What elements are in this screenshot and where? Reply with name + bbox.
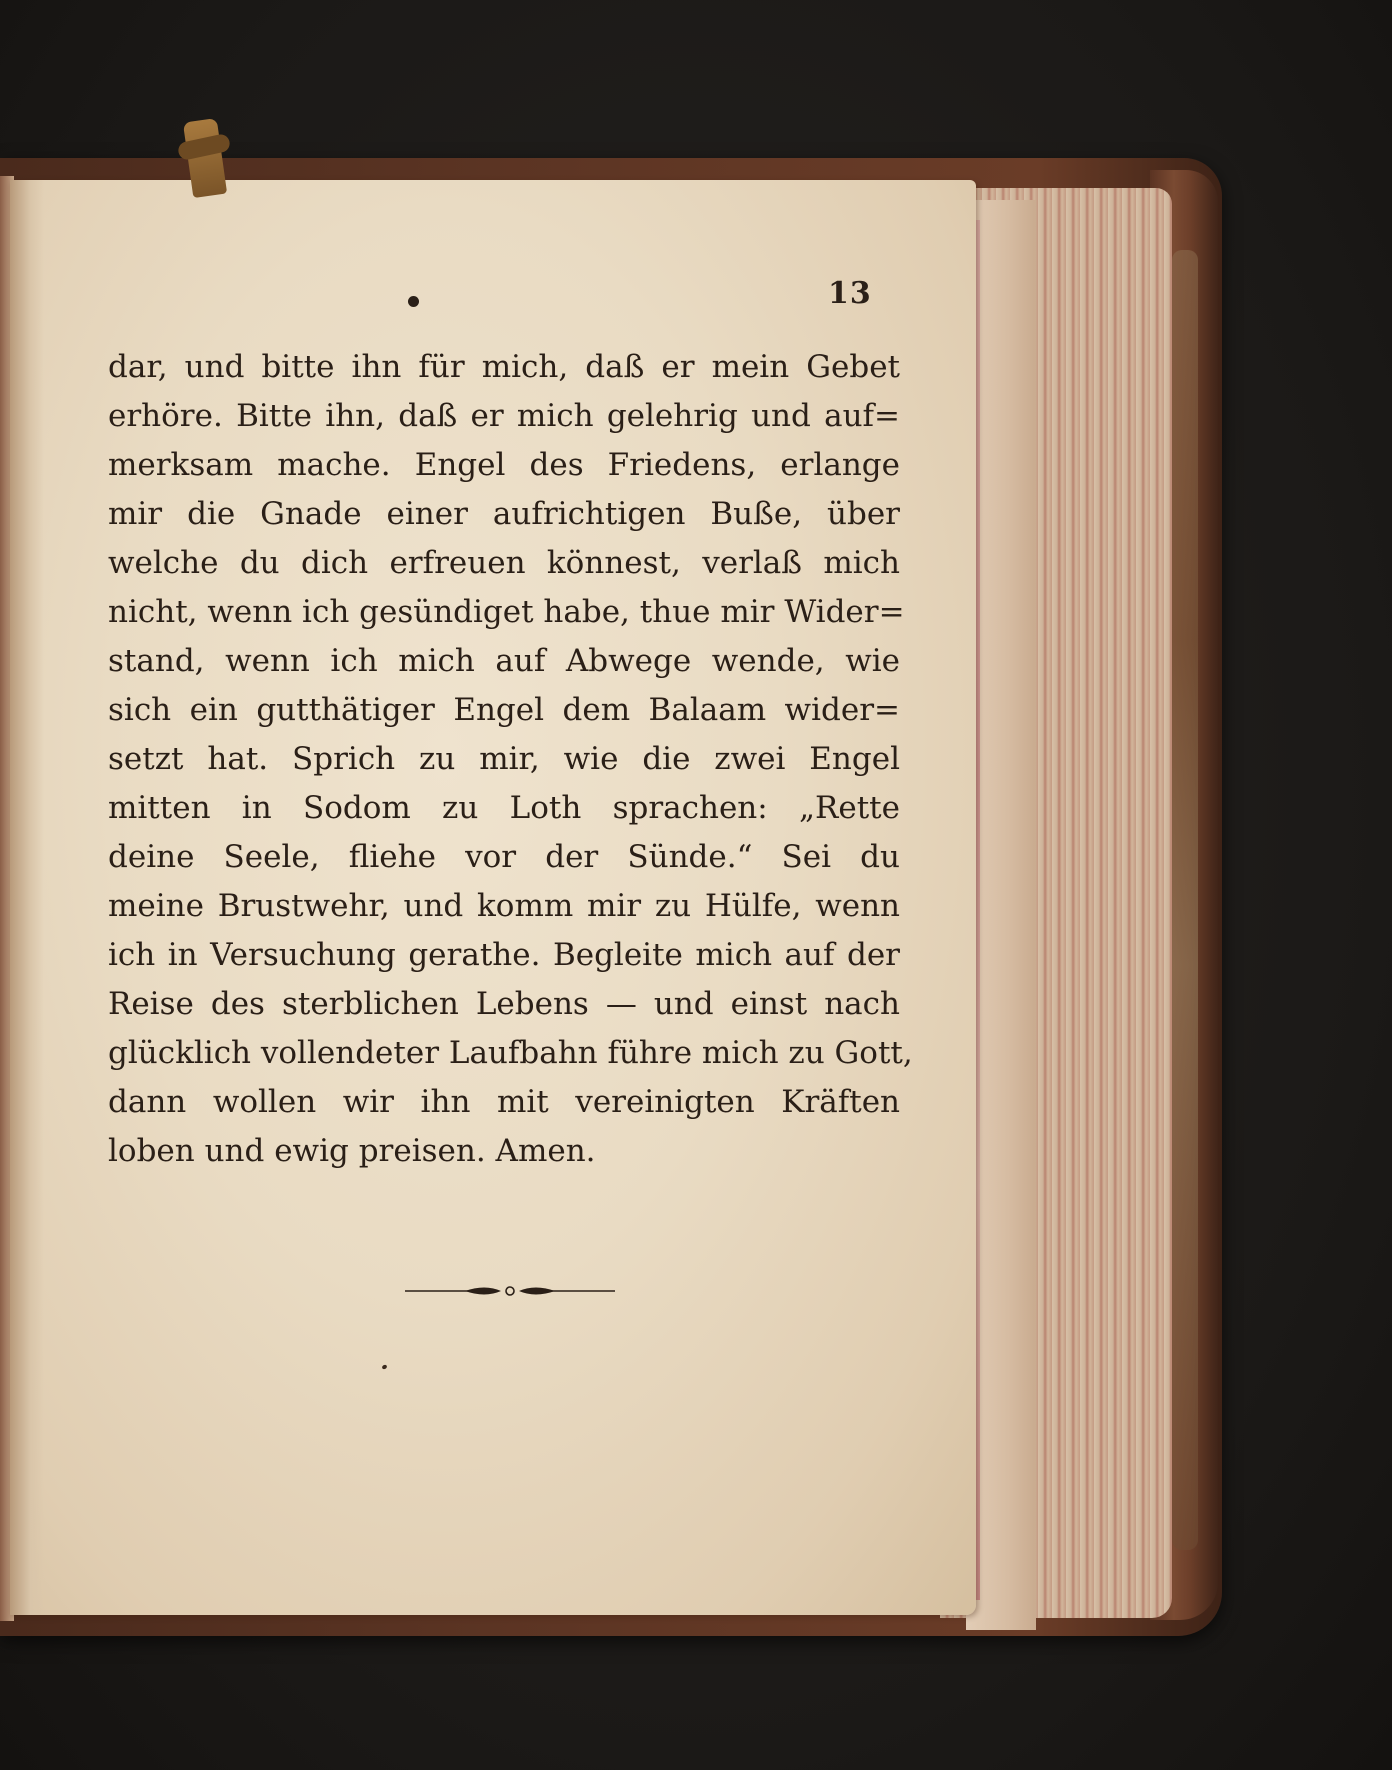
text-line: erhöre. Bitte ihn, daß er mich gelehrig und auf= — [108, 398, 900, 434]
text-line: ich in Versuchung gerathe. Begleite mich auf der — [108, 937, 900, 973]
text-line: Reise des sterblichen Lebens — und einst nach — [108, 986, 900, 1022]
ink-dot — [408, 296, 419, 307]
text-line: mir die Gnade einer aufrichtigen Buße, über — [108, 496, 900, 532]
text-line: welche du dich erfreuen könnest, verlaß mich — [108, 545, 900, 581]
cover-wear-mark — [1172, 250, 1198, 1550]
text-line: dar, und bitte ihn für mich, daß er mein Gebet — [108, 349, 900, 385]
text-line: dann wollen wir ihn mit vereinigten Kräften — [108, 1084, 900, 1120]
end-ornament — [405, 1281, 615, 1301]
text-line-final: loben und ewig preisen. Amen. — [108, 1133, 596, 1169]
text-line: glücklich vollendeter Laufbahn führe mich zu Gott, — [108, 1035, 913, 1071]
text-line: deine Seele, fliehe vor der Sünde.“ Sei du — [108, 839, 900, 875]
page-number: 13 — [828, 276, 872, 311]
text-line: nicht, wenn ich gesündiget habe, thue mir Wider= — [108, 594, 905, 630]
text-line: meine Brustwehr, und komm mir zu Hülfe, wenn — [108, 888, 900, 924]
text-line: setzt hat. Sprich zu mir, wie die zwei Engel — [108, 741, 900, 777]
body-text — [108, 343, 913, 1176]
text-line: merksam mache. Engel des Friedens, erlange — [108, 447, 900, 483]
text-line: sich ein gutthätiger Engel dem Balaam wider= — [108, 692, 900, 728]
page-gutter — [10, 180, 44, 1615]
text-line: mitten in Sodom zu Loth sprachen: „Rette — [108, 790, 900, 826]
text-line: stand, wenn ich mich auf Abwege wende, wie — [108, 643, 900, 679]
